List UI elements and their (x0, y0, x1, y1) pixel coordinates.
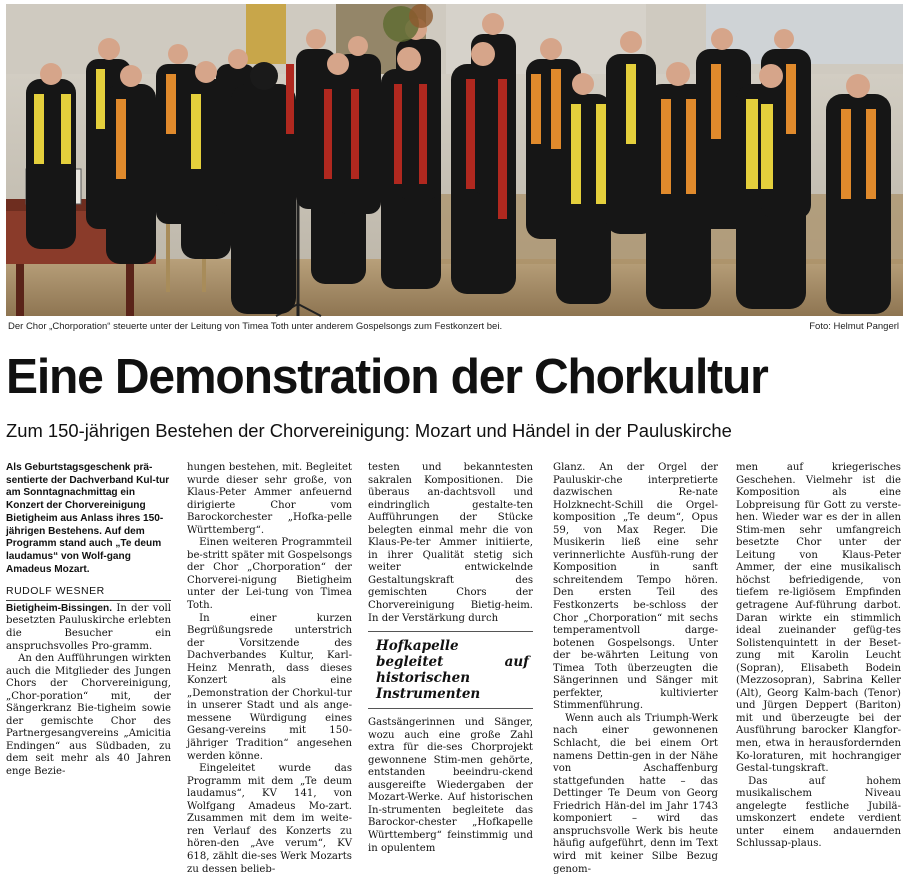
article-column-1 (6, 462, 171, 777)
article-paragraph: men auf kriegerisches Geschehen. Vielmehr ist die Komposition als eine Lobpreisung für Gott zu verste-hen. Wieder war es der in allen Stim-men sehr umfangreich besetzte Chor unter der Leitung von Klaus-Peter Ammer, der eine musikalisch höchst befriedigende, von tiefem re-ligiösem Empfinden getragene Auf-führung darbot. Daran wirkte ein stimmlich ideal zueinander gefüg-tes Solistenquintett in der Beset-zung mit Karolin Leucht (Sopran), Elisabeth Bodein (Mezzosopran), Sabrina Keller (Alt), Georg Kalm-bach (Tenor) und Jürgen Deppert (Bariton) mit und überzeugte bei der Ausführung barocker Klangfor-men, etwa in herausfordernden Ko-loraturen, mit hochrangiger Gestal-tungskraft. (736, 462, 901, 775)
article-text: In der voll besetzten Pauluskirche erlebten die Besucher ein anspruchsvolles Pro-gramm. (6, 602, 171, 652)
article-column-4 (553, 462, 718, 875)
article-headline: Eine Demonstration der Chorkultur (6, 350, 768, 404)
article-paragraph: hungen bestehen, mit. Begleitet wurde dieser sehr große, von Klaus-Peter Ammer anfeuernd dirigierte Chor vom Barockorchester „Hofka-pelle Württemberg“. (187, 462, 352, 536)
article-paragraph: Das auf hohem musikalischem Niveau angelegte festliche Jubilä-umskonzert endete verdient unter einem andauernden Schlussap-plaus. (736, 775, 901, 850)
article-paragraph: An den Aufführungen wirkten auch die Mitglieder des Jungen Chors der Chorvereinigung, „Chor-poration“ mit, der Sängerkranz Bie-tigheim sowie der gemischte Chor des Partnergesangvereins „Amicitia Endingen“ aus Südbaden, zu dem seit mehr als 40 Jahren enge Bezie- (6, 653, 171, 777)
article-column-3 (368, 462, 533, 854)
article-paragraph: Einen weiteren Programmteil be-stritt später mit Gospelsongs der Chor „Chorporation“ der Chorverei-nigung Bietigheim unter der Lei-tung von Timea Toth. (187, 537, 352, 612)
article-lead: Als Geburtstagsgeschenk prä-sentierte der Dachverband Kul-tur am Sonntagnachmittag ein Konzert der Chorvereinigung Bietigheim aus Anlass ihres 150-jährigen Bestehens. Auf dem Programm stand auch „Te deum laudamus“ von Wolf-gang Amadeus Mozart. (6, 462, 170, 575)
article-paragraph: Wenn auch als Triumph-Werk nach einer gewonnenen Schlacht, die bei einem Ort namens Dettin-gen in der Nähe von Aschaffenburg stattgefunden hatte – das Dettinger Te Deum von Georg Friedrich Hän-del im Jahr 1743 komponiert – wird das anspruchsvolle Werk bis heute häufig aufgeführt, denn im Text wird mit keiner Silbe Bezug genom- (553, 712, 718, 875)
article-paragraph: Gastsängerinnen und Sänger, wozu auch eine große Zahl extra für die-ses Chorprojekt gewonnene Stim-men gehörte, entstanden beeindru-ckend ausgereifte Wiedergaben der Mozart-Werke. Auf historischen In-strumenten begleitete das Barockor-chester „Hofkapelle Württemberg“ feinstimmig und in opulentem (368, 717, 533, 854)
photo-caption: Der Chor „Chorporation“ steuerte unter der Leitung von Timea Toth unter anderem Gospelsongs zum Festkonzert bei. (8, 321, 503, 332)
article-paragraph: In einer kurzen Begrüßungsrede unterstrich der Vorsitzende des Dachverbandes Kultur, Karl-Heinz Menrath, dass dieses Konzert als eine „Demonstration der Chorkul-tur in unserer Stadt und als ange-messene Würdigung eines Gesang-vereins mit 150-jähriger Tradition“ angesehen werden könne. (187, 612, 352, 762)
choir-photo (6, 4, 903, 316)
article-column-2 (187, 462, 352, 875)
article-author: RUDOLF WESNER (6, 585, 171, 601)
photo-caption-row (8, 321, 901, 335)
choir-photo-icon (6, 4, 903, 316)
article-paragraph: testen und bekanntesten sakralen Kompositionen. Die überaus an-dachtsvoll und eindringlich gestalte-ten Aufführungen der Stücke belegten einmal mehr die von Klaus-Pe-ter Ammer initiierte, in ihrer Qualität stetig sich weiter entwickelnde Gestaltungskraft des gemischten Chors der Chorvereinigung Bietig-heim. In der Verstärkung durch (368, 462, 533, 624)
photo-credit: Foto: Helmut Pangerl (809, 321, 899, 332)
article-intertitle: Hofkapelle begleitet auf historischen Instrumenten (368, 631, 533, 709)
article-column-5 (736, 462, 901, 850)
article-paragraph (6, 603, 171, 653)
article-subheadline: Zum 150-jährigen Bestehen der Chorvereinigung: Mozart und Händel in der Pauluskirche (6, 420, 732, 441)
article-paragraph: Glanz. An der Orgel der Pauluskir-che interpretierte dazwischen Re-nate Holzknecht-Schill die Orgel-komposition „Te deum“, Opus 59, von Max Reger. Die Musikerin ließ eine sehr verinnerlichte Ausfüh-rung der Komposition in sanft schreitendem Tempo hören. Den ersten Teil des Festkonzerts be-schloss der Chor „Chorporation“ mit sechs temperamentvoll darge-botenen Gospelsongs. Unter der be-währten Leitung von Timea Toth überzeugten die Sängerinnen und Sänger mit perfekter, kultivierter Stimmenführung. (553, 462, 718, 712)
article-paragraph: Eingeleitet wurde das Programm mit dem „Te deum laudamus“, KV 141, von Wolfgang Amadeus Mo-zart. Zusammen mit dem im weite-ren Verlauf des Konzerts zu hören-den „Ave verum“, KV 618, zählt die-ses Werk Mozarts zu dessen belieb- (187, 763, 352, 875)
article-dateline: Bietigheim-Bissingen. (6, 602, 112, 614)
